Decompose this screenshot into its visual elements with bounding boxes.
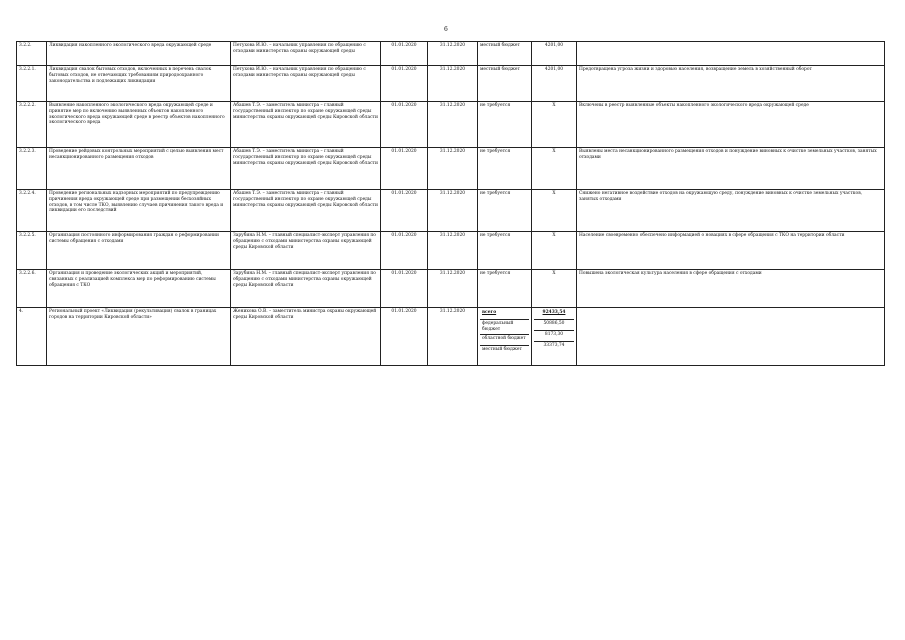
responsible-person: Зарубина Н.М. – главный специалист-эксперт управления по обращению с отходами министерства охраны окружающей среды Кировской области xyxy=(231,270,381,308)
start-date: 01.01.2020 xyxy=(381,66,428,102)
funding-amount: Х xyxy=(532,270,577,308)
funding-source: местный бюджет xyxy=(478,42,532,66)
table-row xyxy=(17,232,885,270)
responsible-person: Женихова О.В. – заместитель министра охраны окружающей среды Кировской области xyxy=(231,308,381,366)
row-number: 3.2.2.6. xyxy=(17,270,47,308)
table-row xyxy=(17,42,885,66)
start-date: 01.01.2020 xyxy=(381,42,428,66)
responsible-person: Петухова И.Ю. – начальник управления по обращению с отходами министерства охраны окружающей среды xyxy=(231,42,381,66)
measure-name: Проведение региональных надзорных мероприятий по предупреждению причинения вреда окружающей среде при размещении бесхозяйных отходов, в том числе ТКО, выявлению случаев причинения такого вреда и ликвидации его последствий xyxy=(47,190,231,232)
table-row xyxy=(17,102,885,148)
funding-amount: Х xyxy=(532,102,577,148)
table-row xyxy=(17,148,885,190)
start-date: 01.01.2020 xyxy=(381,148,428,190)
expected-result: Предотвращена угроза жизни и здоровью населения, возвращение земель в хозяйственный оборот xyxy=(577,66,885,102)
page-number: 6 xyxy=(444,26,448,33)
responsible-person: Абашев Т.Э. – заместитель министра – главный государственный инспектор по охране окружающей среды министерства охраны окружающей среды Кировской области xyxy=(231,148,381,190)
row-number: 3.2.2.5. xyxy=(17,232,47,270)
responsible-person: Абашев Т.Э. – заместитель министра – главный государственный инспектор по охране окружающей среды министерства охраны окружающей среды Кировской области xyxy=(231,102,381,148)
funding-source: не требуется xyxy=(478,102,532,148)
responsible-person: Петухова И.Ю. – начальник управления по обращению с отходами министерства охраны окружающей среды xyxy=(231,66,381,102)
funding-amount: 4201,00 xyxy=(532,42,577,66)
funding-source-stack xyxy=(478,308,532,366)
funding-source: не требуется xyxy=(478,148,532,190)
measure-name: Организация постоянного информирования граждан о реформировании системы обращения с отходами xyxy=(47,232,231,270)
start-date: 01.01.2020 xyxy=(381,102,428,148)
table-row xyxy=(17,270,885,308)
funding-amount-total: 92433,54 xyxy=(534,309,574,320)
row-number: 3.2.2.1. xyxy=(17,66,47,102)
measure-name: Региональный проект «Ликвидация (рекультивация) свалок в границах городов на территории Кировской области» xyxy=(47,308,231,366)
end-date: 31.12.2020 xyxy=(428,42,478,66)
funding-amount: Х xyxy=(532,190,577,232)
funding-amount: 4201,00 xyxy=(532,66,577,102)
row-number: 3.2.2.4. xyxy=(17,190,47,232)
start-date: 01.01.2020 xyxy=(381,308,428,366)
funding-amount-local: 33373,74 xyxy=(543,343,565,348)
funding-source-total: всего xyxy=(480,309,529,320)
measure-name: Ликвидация накопленного экологического вреда окружающей среде xyxy=(47,42,231,66)
funding-source-local: местный бюджет xyxy=(482,346,522,352)
expected-result: Снижено негативное воздействие отходов на окружающую среду, понуждение виновных к очистке земельных участков, занятых отходами xyxy=(577,190,885,232)
funding-amount-regional: 8173,30 xyxy=(534,331,574,342)
row-number: 3.2.2.2. xyxy=(17,102,47,148)
expected-result: Население своевременно обеспечено информацией о новациях в сфере обращения с ТКО на территории области xyxy=(577,232,885,270)
funding-amount-stack xyxy=(532,308,577,366)
expected-result: Повышена экологическая культура населения в сфере обращения с отходами xyxy=(577,270,885,308)
table-row-project xyxy=(17,308,885,366)
end-date: 31.12.2020 xyxy=(428,148,478,190)
end-date: 31.12.2020 xyxy=(428,66,478,102)
funding-source-regional: областной бюджет xyxy=(480,335,529,346)
funding-source-federal: федеральный бюджет xyxy=(480,320,529,335)
funding-amount: Х xyxy=(532,232,577,270)
expected-result: Выявлены места несанкционированного размещения отходов и понуждение виновных к очистке земельных участков, занятых отходами xyxy=(577,148,885,190)
table-row xyxy=(17,66,885,102)
start-date: 01.01.2020 xyxy=(381,190,428,232)
row-number: 3.2.2.3. xyxy=(17,148,47,190)
row-number: 4. xyxy=(17,308,47,366)
funding-amount-federal: 50886,50 xyxy=(534,320,574,331)
measure-name: Проведение рейдовых контрольных мероприятий с целью выявления мест несанкционированного размещения отходов xyxy=(47,148,231,190)
expected-result: Включены в реестр выявленные объекты накопленного экологического вреда окружающей среде xyxy=(577,102,885,148)
measure-name: Выявление накопленного экологического вреда окружающей среде и принятие мер по включению выявленных объектов накопленного экологического вреда окружающей среде в реестр объектов накопленного экологического вреда xyxy=(47,102,231,148)
start-date: 01.01.2020 xyxy=(381,232,428,270)
end-date: 31.12.2020 xyxy=(428,232,478,270)
measures-table xyxy=(16,41,885,366)
start-date: 01.01.2020 xyxy=(381,270,428,308)
measure-name: Организация и проведение экологических акций и мероприятий, связанных с реализацией комплекса мер по реформированию системы обращения с ТКО xyxy=(47,270,231,308)
responsible-person: Абашев Т.Э. – заместитель министра – главный государственный инспектор по охране окружающей среды министерства охраны окружающей среды Кировской области xyxy=(231,190,381,232)
end-date: 31.12.2020 xyxy=(428,102,478,148)
end-date: 31.12.2020 xyxy=(428,270,478,308)
funding-source: не требуется xyxy=(478,190,532,232)
funding-source: не требуется xyxy=(478,232,532,270)
funding-source: не требуется xyxy=(478,270,532,308)
funding-amount: Х xyxy=(532,148,577,190)
responsible-person: Зарубина Н.М. – главный специалист-эксперт управления по обращению с отходами министерства охраны окружающей среды Кировской области xyxy=(231,232,381,270)
measure-name: Ликвидация свалок бытовых отходов, включенных в перечень свалок бытовых отходов, не отвечающих требованиям природоохранного законодательства и подлежащих ликвидации xyxy=(47,66,231,102)
end-date: 31.12.2020 xyxy=(428,190,478,232)
row-number: 3.2.2. xyxy=(17,42,47,66)
funding-source: местный бюджет xyxy=(478,66,532,102)
end-date: 31.12.2020 xyxy=(428,308,478,366)
expected-result xyxy=(577,42,885,66)
expected-result xyxy=(577,308,885,366)
table-row xyxy=(17,190,885,232)
